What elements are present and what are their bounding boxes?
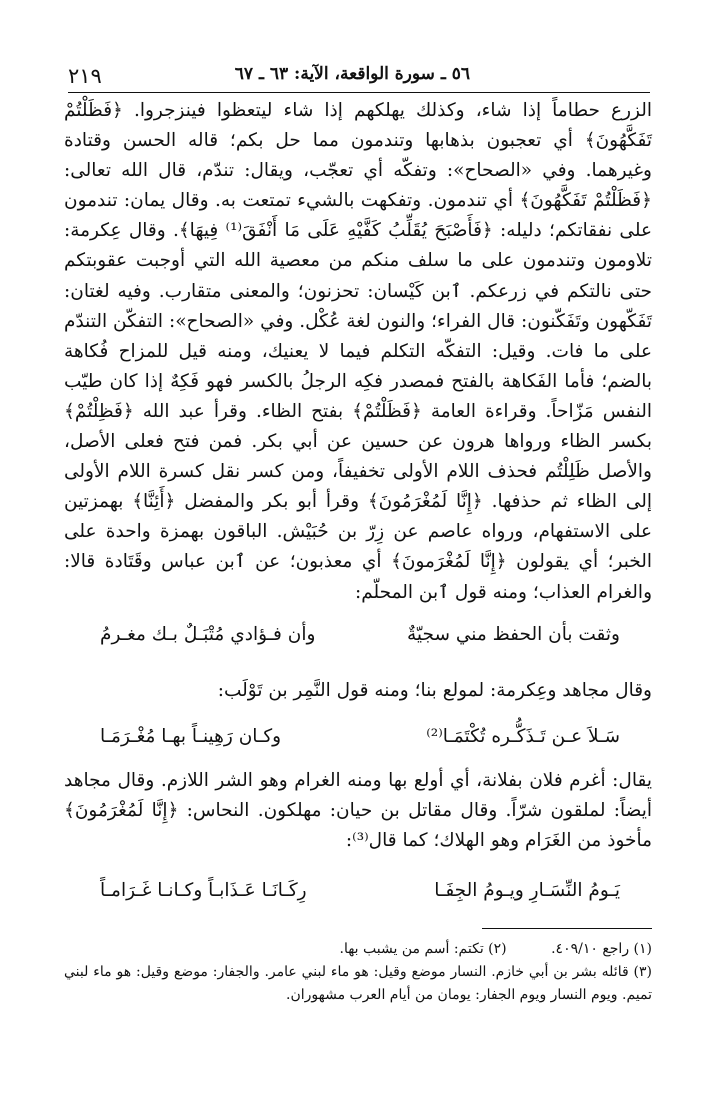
footnote-3: (٣) قائله بشر بن أبي خازم. النسار موضع وقيل: هو ماء لبني عامر. والجفار: موضع وقيل: هو ماء لبني تميم. ويوم النسار ويوم الجفار: يومان من أيام العرب مشهوران. bbox=[64, 964, 652, 1003]
footnotes bbox=[64, 938, 652, 1007]
paragraph: وقال مجاهد وعِكرمة: لمولع بنا؛ ومنه قول النَّمِر بن تَوْلَب: bbox=[217, 680, 652, 701]
footnote-2: (٢) تكتم: أسم من يشبب بها. bbox=[339, 941, 507, 957]
verse-hemistich-left: وأن فـؤادي مُتْبَـلٌ بـك مغـرمُ bbox=[100, 624, 316, 645]
running-title: ٥٦ ـ سورة الواقعة، الآية: ٦٣ ـ ٦٧ bbox=[234, 64, 470, 84]
verse-line bbox=[100, 726, 620, 760]
main-text-3 bbox=[64, 766, 652, 856]
verse-line bbox=[100, 624, 620, 658]
verse-hemistich-left: رِكَـانَـا عَـذَابـاً وكـانـا غَـرَامـاً bbox=[100, 880, 307, 901]
page-header bbox=[68, 58, 650, 93]
main-text bbox=[64, 96, 652, 608]
paragraph: الزرع حطاماً إذا شاء، وكذلك يهلكهم إذا شاء ليتعظوا فينزجروا. ﴿فَظَلْتُمْ تَفَكَّهُونَ﴾ أي تعجبون بذهابها وتندمون مما حل بكم؛ قاله الحسن وقتادة وغيرهما. وفي «الصحاح»: وتفكّه أي تعجّب، ويقال: تندّم، قال الله تعالى: ﴿فَظَلْتُمْ تَفَكَّهُونَ﴾ أي تندمون. وتفكهت بالشيء تمتعت به. وقال يمان: تندمون على نفقاتكم؛ دليله: ﴿فَأَصْبَحَ يُقَلِّبُ كَفَّيْهِ عَلَى مَا أَنْفَقَ⁽¹⁾ فِيهَا﴾. وقال عِكرمة: تلاومون وتندمون على ما سلف منكم من معصية الله التي أوجبت عقوبتكم حتى نالتكم في زرعكم. ٱبن كَيْسان: تحزنون؛ والمعنى متقارب. وفيه لغتان: تَفَكّهون وتَفَكّنون: قال الفراء؛ والنون لغة عُكْل. وفي «الصحاح»: التفكّن التندّم على ما فات. وقيل: التفكّه التكلم فيما لا يعنيك، ومنه قيل للمزاح فُكاهة بالضم؛ فأما الفَكاهة بالفتح فمصدر فكِه الرجلُ بالكسر فهو فَكِهٌ إذا كان طيّب النفس مَزّاحاً. وقراءة العامة ﴿فَظَلْتُمْ﴾ بفتح الظاء. وقرأ عبد الله ﴿فَظِلْتُمْ﴾ بكسر الظاء ورواها هرون عن حسين عن أبي بكر. فمن فتح فعلى الأصل، والأصل ظَلِلْتُم فحذف اللام الأولى تخفيفاً، ومن كسر نقل كسرة اللام الأولى إلى الظاء ثم حذفها. ﴿إِنَّا لَمُغْرَمُونَ﴾ وقرأ أبو بكر والمفضل ﴿أَئِنَّا﴾ بهمزتين على الاستفهام، ورواه عاصم عن زِرّ بن حُبَيْش. الباقون بهمزة واحدة على الخبر؛ أي يقولون ﴿إِنَّا لَمُغْرَمونَ﴾ أي معذبون؛ عن ٱبن عباس وقَتَادة قالا: والغرام العذاب؛ ومنه قول ٱبن المحلّم: bbox=[64, 100, 652, 603]
verse-line bbox=[100, 880, 620, 914]
footnote-1: (١) راجع ٤٠٩/١٠. bbox=[551, 941, 652, 957]
verse-hemistich-right: سَـلاَ عـن تَـذَكُّـره تُكْتَمَـا⁽²⁾ bbox=[426, 726, 620, 747]
footnote-divider bbox=[482, 928, 652, 929]
footnote-row bbox=[64, 938, 652, 961]
verse-hemistich-right: وثقت بأن الحفظ مني سجيّةٌ bbox=[407, 624, 620, 645]
paragraph: يقال: أغرم فلان بفلانة، أي أولع بها ومنه الغرام وهو الشر اللازم. وقال مجاهد أيضاً: لملقون شرّاً. وقال مقاتل بن حيان: مهلكون. النحاس: ﴿إِنَّا لَمُغْرَمُونَ﴾ مأخوذ من الغَرَام وهو الهلاك؛ كما قال⁽³⁾: bbox=[64, 770, 652, 852]
page-number: ٢١٩ bbox=[68, 64, 102, 88]
main-text-2 bbox=[64, 676, 652, 706]
verse-hemistich-right: يَـومُ النِّسَـارِ ويـومُ الجِفَـا bbox=[434, 880, 620, 901]
verse-hemistich-left: وكـان رَهِينـاً بهـا مُغْـرَمَـا bbox=[100, 726, 282, 747]
